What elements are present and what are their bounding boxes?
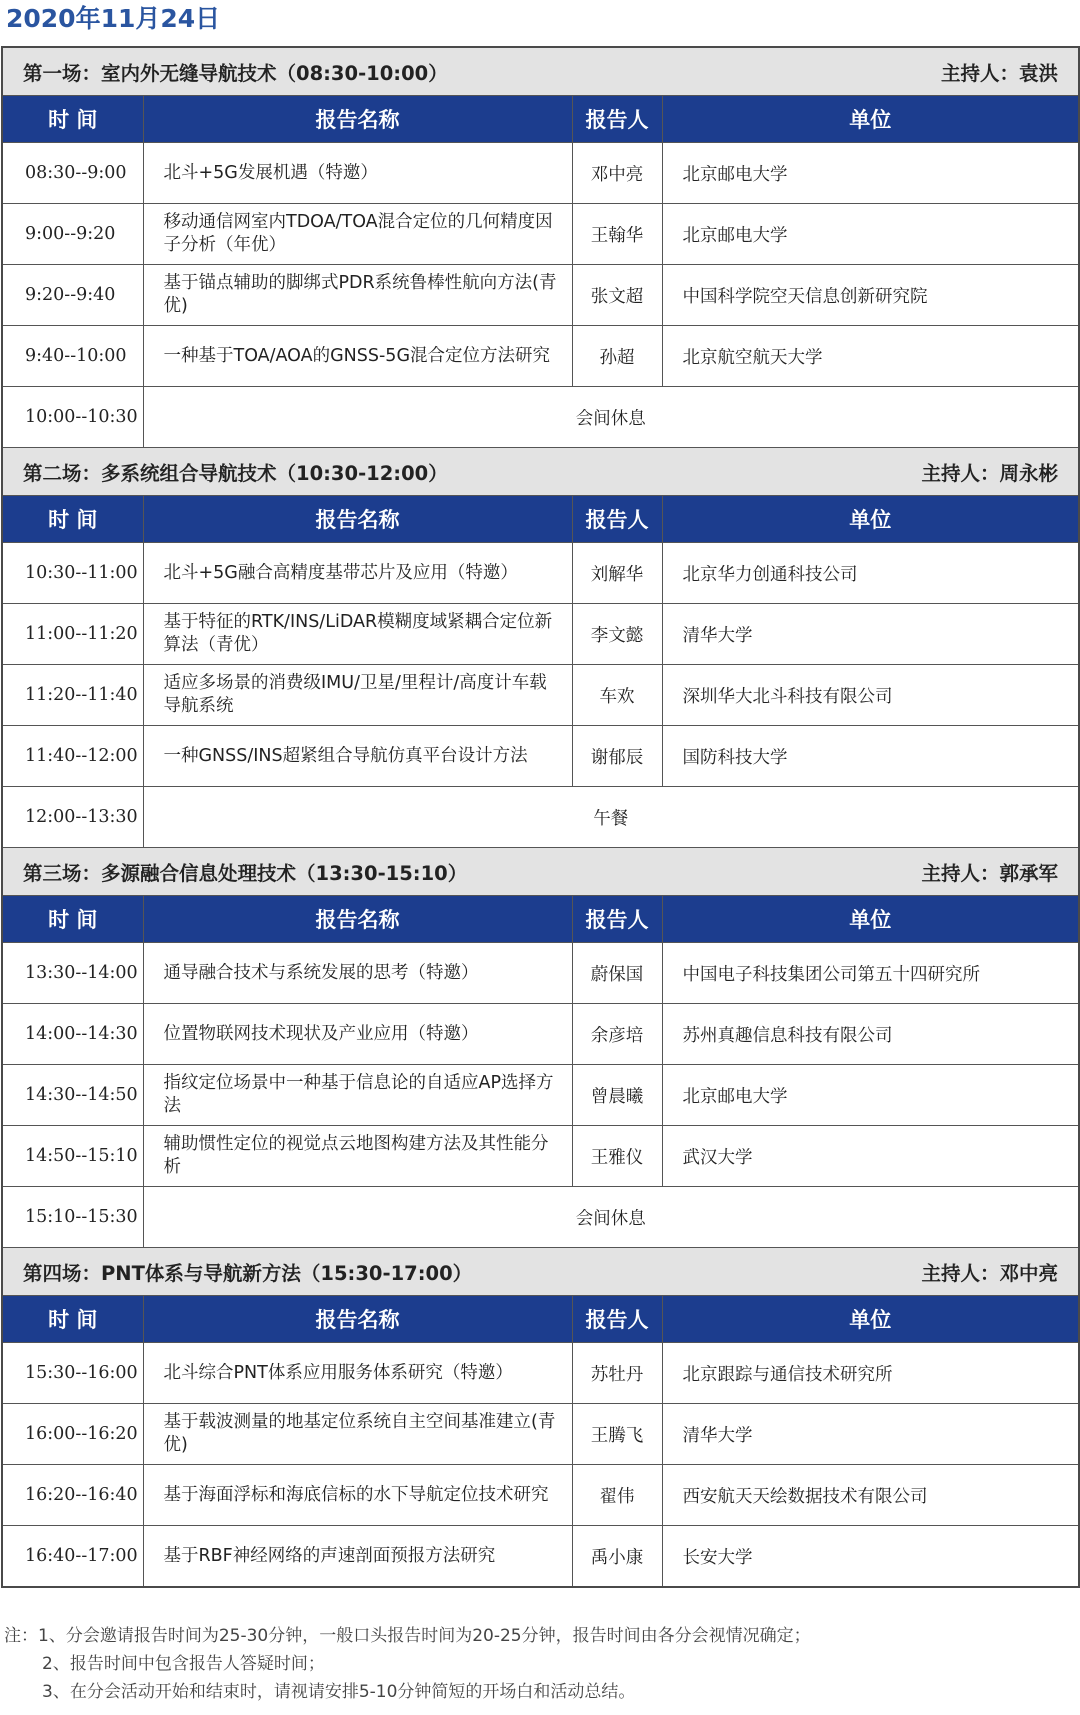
break-row <box>2 1187 1079 1248</box>
break-time: 12:00--13:30 <box>2 787 143 848</box>
note-line: 3、在分会活动开始和结束时，请视请安排5-10分钟简短的开场白和活动总结。 <box>42 1682 636 1702</box>
session-title: 第四场：PNT体系与导航新方法（15:30-17:00） <box>23 1261 473 1285</box>
talk-speaker: 禹小康 <box>572 1526 662 1588</box>
column-header-speaker: 报告人 <box>572 896 662 943</box>
column-header-title: 报告名称 <box>143 96 572 143</box>
column-header-unit: 单位 <box>662 496 1079 543</box>
column-header-time: 时 间 <box>2 96 143 143</box>
talk-unit: 苏州真趣信息科技有限公司 <box>662 1004 1079 1065</box>
column-header-time: 时 间 <box>2 1296 143 1343</box>
talk-unit: 清华大学 <box>662 1404 1079 1465</box>
break-label: 午餐 <box>143 787 1079 848</box>
talk-title: 指纹定位场景中一种基于信息论的自适应AP选择方法 <box>143 1065 572 1126</box>
session-chair: 主持人：邓中亮 <box>921 1261 1059 1285</box>
column-header-title: 报告名称 <box>143 896 572 943</box>
break-label: 会间休息 <box>143 387 1079 448</box>
column-header-speaker: 报告人 <box>572 1296 662 1343</box>
talk-title: 位置物联网技术现状及产业应用（特邀） <box>143 1004 572 1065</box>
session-title: 第三场：多源融合信息处理技术（13:30-15:10） <box>23 861 468 885</box>
break-time: 10:00--10:30 <box>2 387 143 448</box>
talk-time: 11:40--12:00 <box>2 726 143 787</box>
column-header-time: 时 间 <box>2 496 143 543</box>
talk-speaker: 孙超 <box>572 326 662 387</box>
table-row <box>2 604 1079 665</box>
session-chair: 主持人：袁洪 <box>941 61 1059 85</box>
talk-speaker: 张文超 <box>572 265 662 326</box>
talk-title: 辅助惯性定位的视觉点云地图构建方法及其性能分析 <box>143 1126 572 1187</box>
talk-title: 北斗综合PNT体系应用服务体系研究（特邀） <box>143 1343 572 1404</box>
talk-speaker: 苏牡丹 <box>572 1343 662 1404</box>
talk-time: 14:30--14:50 <box>2 1065 143 1126</box>
talk-speaker: 王雅仪 <box>572 1126 662 1187</box>
column-header-row <box>2 96 1079 143</box>
talk-time: 13:30--14:00 <box>2 943 143 1004</box>
break-time: 15:10--15:30 <box>2 1187 143 1248</box>
talk-speaker: 车欢 <box>572 665 662 726</box>
column-header-unit: 单位 <box>662 96 1079 143</box>
session-title: 第二场：多系统组合导航技术（10:30-12:00） <box>23 461 448 485</box>
talk-unit: 中国科学院空天信息创新研究院 <box>662 265 1079 326</box>
notes <box>4 1622 1076 1706</box>
table-row <box>2 943 1079 1004</box>
column-header-speaker: 报告人 <box>572 96 662 143</box>
table-row <box>2 1126 1079 1187</box>
session-header <box>2 448 1079 496</box>
table-row <box>2 726 1079 787</box>
column-header-title: 报告名称 <box>143 496 572 543</box>
talk-speaker: 李文懿 <box>572 604 662 665</box>
talk-speaker: 王翰华 <box>572 204 662 265</box>
talk-title: 基于海面浮标和海底信标的水下导航定位技术研究 <box>143 1465 572 1526</box>
session-chair: 主持人：郭承军 <box>921 861 1059 885</box>
note-line: 注：1、分会邀请报告时间为25-30分钟，一般口头报告时间为20-25分钟，报告时间由各分会视情况确定； <box>4 1626 811 1646</box>
session-header <box>2 47 1079 96</box>
talk-title: 通导融合技术与系统发展的思考（特邀） <box>143 943 572 1004</box>
note-line: 2、报告时间中包含报告人答疑时间； <box>42 1654 325 1674</box>
table-row <box>2 204 1079 265</box>
talk-speaker: 王腾飞 <box>572 1404 662 1465</box>
talk-speaker: 余彦培 <box>572 1004 662 1065</box>
talk-unit: 北京航空航天大学 <box>662 326 1079 387</box>
talk-speaker: 曾晨曦 <box>572 1065 662 1126</box>
table-row <box>2 1526 1079 1588</box>
talk-unit: 北京邮电大学 <box>662 204 1079 265</box>
column-header-row <box>2 496 1079 543</box>
talk-unit: 北京跟踪与通信技术研究所 <box>662 1343 1079 1404</box>
table-row <box>2 543 1079 604</box>
table-row <box>2 1465 1079 1526</box>
talk-unit: 西安航天天绘数据技术有限公司 <box>662 1465 1079 1526</box>
column-header-unit: 单位 <box>662 1296 1079 1343</box>
talk-title: 北斗+5G融合高精度基带芯片及应用（特邀） <box>143 543 572 604</box>
talk-title: 一种基于TOA/AOA的GNSS-5G混合定位方法研究 <box>143 326 572 387</box>
talk-title: 基于特征的RTK/INS/LiDAR模糊度域紧耦合定位新算法（青优） <box>143 604 572 665</box>
column-header-speaker: 报告人 <box>572 496 662 543</box>
talk-speaker: 邓中亮 <box>572 143 662 204</box>
talk-time: 16:40--17:00 <box>2 1526 143 1588</box>
table-row <box>2 1065 1079 1126</box>
session-header-cell <box>2 47 1079 96</box>
talk-time: 9:40--10:00 <box>2 326 143 387</box>
talk-time: 16:00--16:20 <box>2 1404 143 1465</box>
talk-time: 11:20--11:40 <box>2 665 143 726</box>
talk-time: 14:00--14:30 <box>2 1004 143 1065</box>
talk-unit: 深圳华大北斗科技有限公司 <box>662 665 1079 726</box>
talk-title: 适应多场景的消费级IMU/卫星/里程计/高度计车载导航系统 <box>143 665 572 726</box>
page-title: 2020年11月24日 <box>6 4 221 33</box>
talk-speaker: 蔚保国 <box>572 943 662 1004</box>
talk-speaker: 谢郁辰 <box>572 726 662 787</box>
talk-unit: 清华大学 <box>662 604 1079 665</box>
talk-unit: 中国电子科技集团公司第五十四研究所 <box>662 943 1079 1004</box>
talk-title: 基于RBF神经网络的声速剖面预报方法研究 <box>143 1526 572 1588</box>
session-chair: 主持人：周永彬 <box>921 461 1059 485</box>
table-row <box>2 1404 1079 1465</box>
talk-time: 9:00--9:20 <box>2 204 143 265</box>
talk-time: 08:30--9:00 <box>2 143 143 204</box>
column-header-unit: 单位 <box>662 896 1079 943</box>
talk-unit: 国防科技大学 <box>662 726 1079 787</box>
talk-time: 15:30--16:00 <box>2 1343 143 1404</box>
talk-unit: 北京邮电大学 <box>662 1065 1079 1126</box>
table-row <box>2 326 1079 387</box>
session-header-cell <box>2 1248 1079 1296</box>
talk-unit: 武汉大学 <box>662 1126 1079 1187</box>
table-row <box>2 1004 1079 1065</box>
table-row <box>2 265 1079 326</box>
column-header-row <box>2 896 1079 943</box>
talk-unit: 北京华力创通科技公司 <box>662 543 1079 604</box>
schedule-table <box>1 46 1080 1588</box>
break-row <box>2 787 1079 848</box>
talk-speaker: 刘解华 <box>572 543 662 604</box>
talk-title: 基于载波测量的地基定位系统自主空间基准建立(青优) <box>143 1404 572 1465</box>
column-header-time: 时 间 <box>2 896 143 943</box>
session-header <box>2 848 1079 896</box>
break-label: 会间休息 <box>143 1187 1079 1248</box>
talk-time: 16:20--16:40 <box>2 1465 143 1526</box>
session-header-cell <box>2 448 1079 496</box>
talk-title: 一种GNSS/INS超紧组合导航仿真平台设计方法 <box>143 726 572 787</box>
talk-unit: 北京邮电大学 <box>662 143 1079 204</box>
talk-unit: 长安大学 <box>662 1526 1079 1588</box>
table-row <box>2 143 1079 204</box>
talk-title: 北斗+5G发展机遇（特邀） <box>143 143 572 204</box>
table-row <box>2 665 1079 726</box>
session-header-cell <box>2 848 1079 896</box>
column-header-title: 报告名称 <box>143 1296 572 1343</box>
talk-speaker: 翟伟 <box>572 1465 662 1526</box>
talk-time: 14:50--15:10 <box>2 1126 143 1187</box>
talk-title: 基于锚点辅助的脚绑式PDR系统鲁棒性航向方法(青优) <box>143 265 572 326</box>
talk-time: 10:30--11:00 <box>2 543 143 604</box>
talk-time: 11:00--11:20 <box>2 604 143 665</box>
table-row <box>2 1343 1079 1404</box>
talk-time: 9:20--9:40 <box>2 265 143 326</box>
session-title: 第一场：室内外无缝导航技术（08:30-10:00） <box>23 61 448 85</box>
break-row <box>2 387 1079 448</box>
talk-title: 移动通信网室内TDOA/TOA混合定位的几何精度因子分析（年优） <box>143 204 572 265</box>
column-header-row <box>2 1296 1079 1343</box>
session-header <box>2 1248 1079 1296</box>
